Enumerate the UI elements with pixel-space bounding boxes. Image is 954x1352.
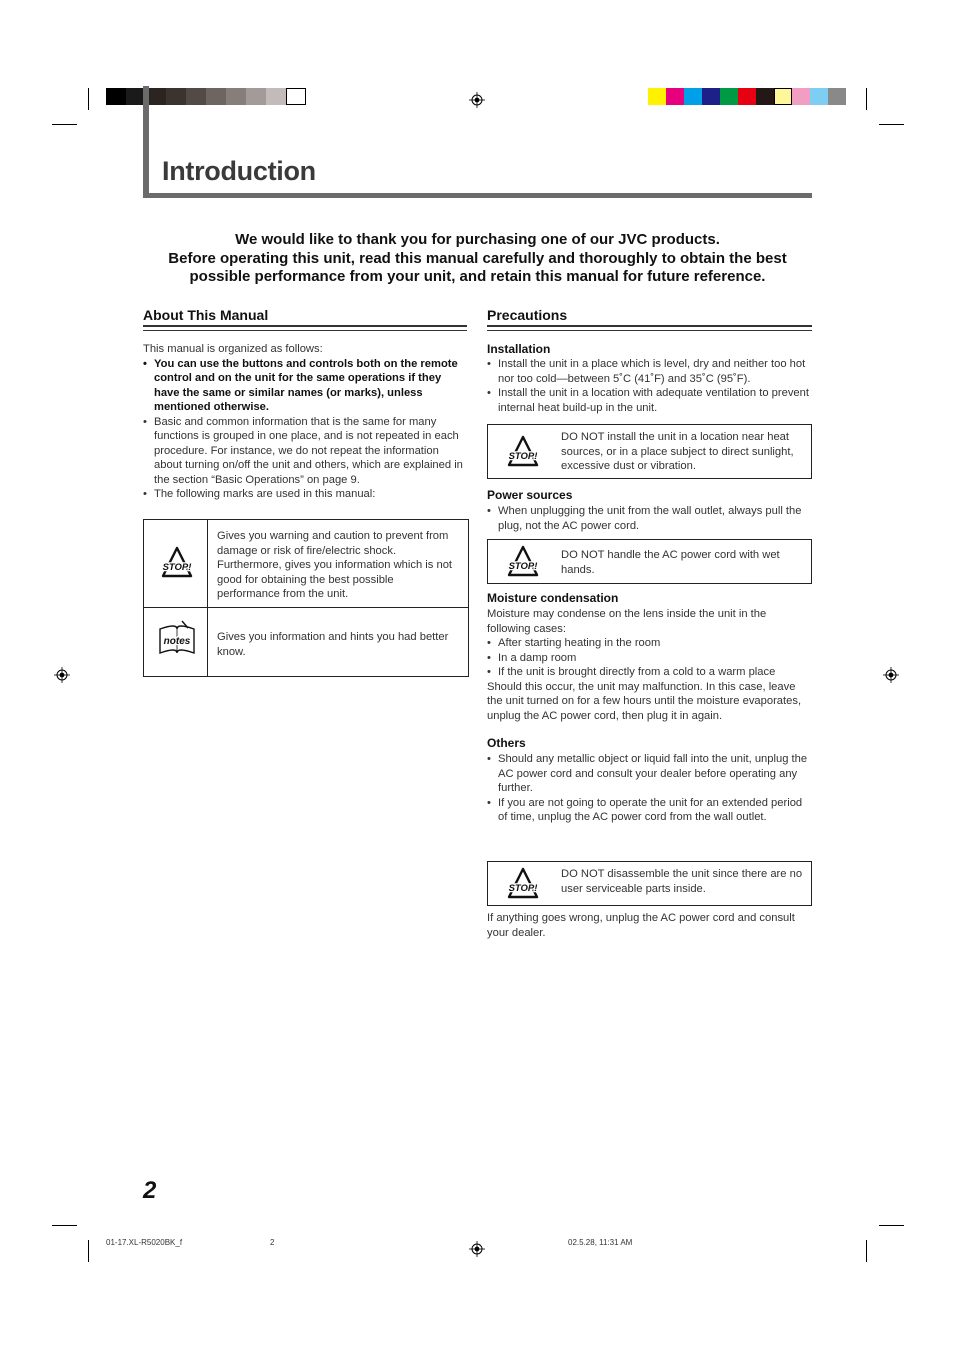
list-item bbox=[487, 651, 812, 666]
footer-filename: 01-17.XL-R5020BK_f bbox=[106, 1238, 183, 1247]
list-item bbox=[487, 386, 812, 415]
stop-icon bbox=[504, 867, 542, 901]
closing-note: If anything goes wrong, unplug the AC power cord and consult your dealer. bbox=[487, 912, 795, 939]
list-item bbox=[487, 504, 812, 533]
list-item-text: You can use the buttons and controls both on the remote control and on the unit for the same operations if they have the same or similar names (or marks), unless mentioned otherwise. bbox=[154, 357, 458, 413]
section-rule bbox=[487, 325, 812, 331]
footer-date: 02.5.28, 11:31 AM bbox=[568, 1238, 633, 1247]
calibration-swatch bbox=[702, 88, 720, 105]
table-divider bbox=[207, 520, 208, 676]
title-rule bbox=[143, 193, 812, 198]
calibration-swatch bbox=[774, 88, 792, 105]
moisture-body bbox=[487, 607, 812, 723]
calibration-swatch bbox=[828, 88, 846, 105]
list-item bbox=[487, 796, 812, 825]
stop-icon bbox=[504, 435, 542, 469]
notes-icon bbox=[156, 619, 198, 657]
about-intro: This manual is organized as follows: bbox=[143, 343, 323, 355]
moisture-intro: Moisture may condense on the lens inside the unit in the following cases: bbox=[487, 608, 767, 635]
registration-mark-icon bbox=[469, 92, 485, 108]
installation-list bbox=[487, 357, 812, 415]
svg-text:STOP!: STOP! bbox=[508, 883, 538, 894]
registration-mark-icon bbox=[469, 1241, 485, 1257]
calibration-swatch bbox=[792, 88, 810, 105]
section-heading-about: About This Manual bbox=[143, 307, 269, 323]
section-heading-precautions: Precautions bbox=[487, 307, 568, 323]
mark-description: Gives you information and hints you had better know. bbox=[217, 631, 449, 658]
intro-line: We would like to thank you for purchasing one of our JVC products. bbox=[235, 231, 720, 248]
warning-box bbox=[487, 424, 812, 479]
intro-text bbox=[143, 231, 812, 287]
registration-mark-icon bbox=[54, 667, 70, 683]
svg-text:notes: notes bbox=[163, 636, 191, 647]
calibration-swatch bbox=[266, 88, 286, 105]
list-item-text: The following marks are used in this manual: bbox=[154, 488, 376, 500]
list-item-text: In a damp room bbox=[498, 651, 577, 664]
crop-mark bbox=[879, 124, 904, 125]
crop-mark bbox=[866, 1240, 867, 1262]
list-item-text: After starting heating in the room bbox=[498, 637, 661, 649]
about-body bbox=[143, 342, 467, 502]
list-item bbox=[487, 357, 812, 386]
calibration-swatch bbox=[206, 88, 226, 105]
calibration-swatch bbox=[810, 88, 828, 105]
crop-mark bbox=[88, 1240, 89, 1262]
list-item-text: Install the unit in a location with adequate ventilation to prevent internal heat build-up in the unit. bbox=[498, 387, 809, 414]
calibration-swatch bbox=[666, 88, 684, 105]
list-item-text: Basic and common information that is the same for many functions is grouped in one place, and is not repeated in each procedure. For instance, we do not repeat the information about turning on/off the unit and others, which are explained in the section “Basic Operations” on page 9. bbox=[154, 415, 463, 486]
footer-page: 2 bbox=[270, 1238, 275, 1247]
warning-text: DO NOT handle the AC power cord with wet hands. bbox=[561, 549, 780, 576]
others-list bbox=[487, 752, 812, 825]
stop-icon bbox=[504, 545, 542, 579]
calibration-swatch bbox=[146, 88, 166, 105]
calibration-swatch bbox=[684, 88, 702, 105]
crop-mark bbox=[88, 88, 89, 110]
crop-mark bbox=[879, 1225, 904, 1226]
table-divider bbox=[144, 607, 468, 608]
moisture-outro: Should this occur, the unit may malfunction. In this case, leave the unit turned on for a few hours until the moisture evaporates, unplug the AC power cord, then plug it in again. bbox=[487, 680, 802, 722]
list-item-text: If you are not going to operate the unit for an extended period of time, unplug the AC power cord from the wall outlet. bbox=[498, 796, 803, 823]
subheading-moisture: Moisture condensation bbox=[487, 591, 619, 605]
marks-table bbox=[143, 519, 469, 677]
stop-icon bbox=[158, 546, 196, 580]
calibration-swatch bbox=[648, 88, 666, 105]
calibration-swatch bbox=[756, 88, 774, 105]
svg-text:STOP!: STOP! bbox=[508, 561, 538, 572]
calibration-swatch bbox=[226, 88, 246, 105]
warning-box bbox=[487, 861, 812, 906]
svg-text:STOP!: STOP! bbox=[162, 562, 192, 573]
list-item bbox=[143, 487, 467, 502]
list-item-text: Install the unit in a place which is level, dry and neither too hot nor too cold—between 5˚C (41˚F) and 35˚C (95˚F). bbox=[498, 358, 806, 385]
warning-text: DO NOT install the unit in a location near heat sources, or in a place subject to direct sunlight, excessive dust or vibration. bbox=[561, 431, 794, 472]
registration-mark-icon bbox=[883, 667, 899, 683]
svg-text:STOP!: STOP! bbox=[508, 451, 538, 462]
calibration-swatch bbox=[738, 88, 756, 105]
warning-text: DO NOT disassemble the unit since there are no user serviceable parts inside. bbox=[561, 868, 803, 895]
calibration-swatch bbox=[106, 88, 126, 105]
subheading-power-sources: Power sources bbox=[487, 488, 573, 502]
crop-mark bbox=[866, 88, 867, 110]
page-title: Introduction bbox=[162, 156, 316, 186]
list-item-text: When unplugging the unit from the wall outlet, always pull the plug, not the AC power cord. bbox=[498, 505, 802, 532]
list-item bbox=[143, 357, 467, 415]
section-rule bbox=[143, 325, 467, 331]
page-number: 2 bbox=[143, 1177, 157, 1204]
calibration-swatch bbox=[720, 88, 738, 105]
subheading-others: Others bbox=[487, 736, 526, 750]
list-item-text: Should any metallic object or liquid fall into the unit, unplug the AC power cord and consult your dealer before operating any further. bbox=[498, 753, 808, 794]
subheading-installation: Installation bbox=[487, 342, 551, 356]
list-item bbox=[487, 665, 812, 680]
calibration-swatch bbox=[246, 88, 266, 105]
intro-line: possible performance from your unit, and retain this manual for future reference. bbox=[189, 268, 766, 285]
calibration-swatch bbox=[186, 88, 206, 105]
power-list bbox=[487, 504, 812, 533]
mark-description: Gives you warning and caution to prevent from damage or risk of fire/electric shock. Furthermore, gives you information which is not good for obtaining the best possible performance from the unit. bbox=[217, 530, 453, 600]
warning-box bbox=[487, 539, 812, 584]
list-item bbox=[487, 752, 812, 796]
crop-mark bbox=[52, 124, 77, 125]
calibration-swatch bbox=[166, 88, 186, 105]
title-rule bbox=[143, 86, 149, 198]
list-item bbox=[487, 636, 812, 651]
list-item-text: If the unit is brought directly from a cold to a warm place bbox=[498, 666, 776, 678]
calibration-swatch bbox=[286, 88, 306, 105]
list-item bbox=[143, 415, 467, 488]
crop-mark bbox=[52, 1225, 77, 1226]
intro-line: Before operating this unit, read this manual carefully and thoroughly to obtain the best bbox=[168, 249, 787, 267]
